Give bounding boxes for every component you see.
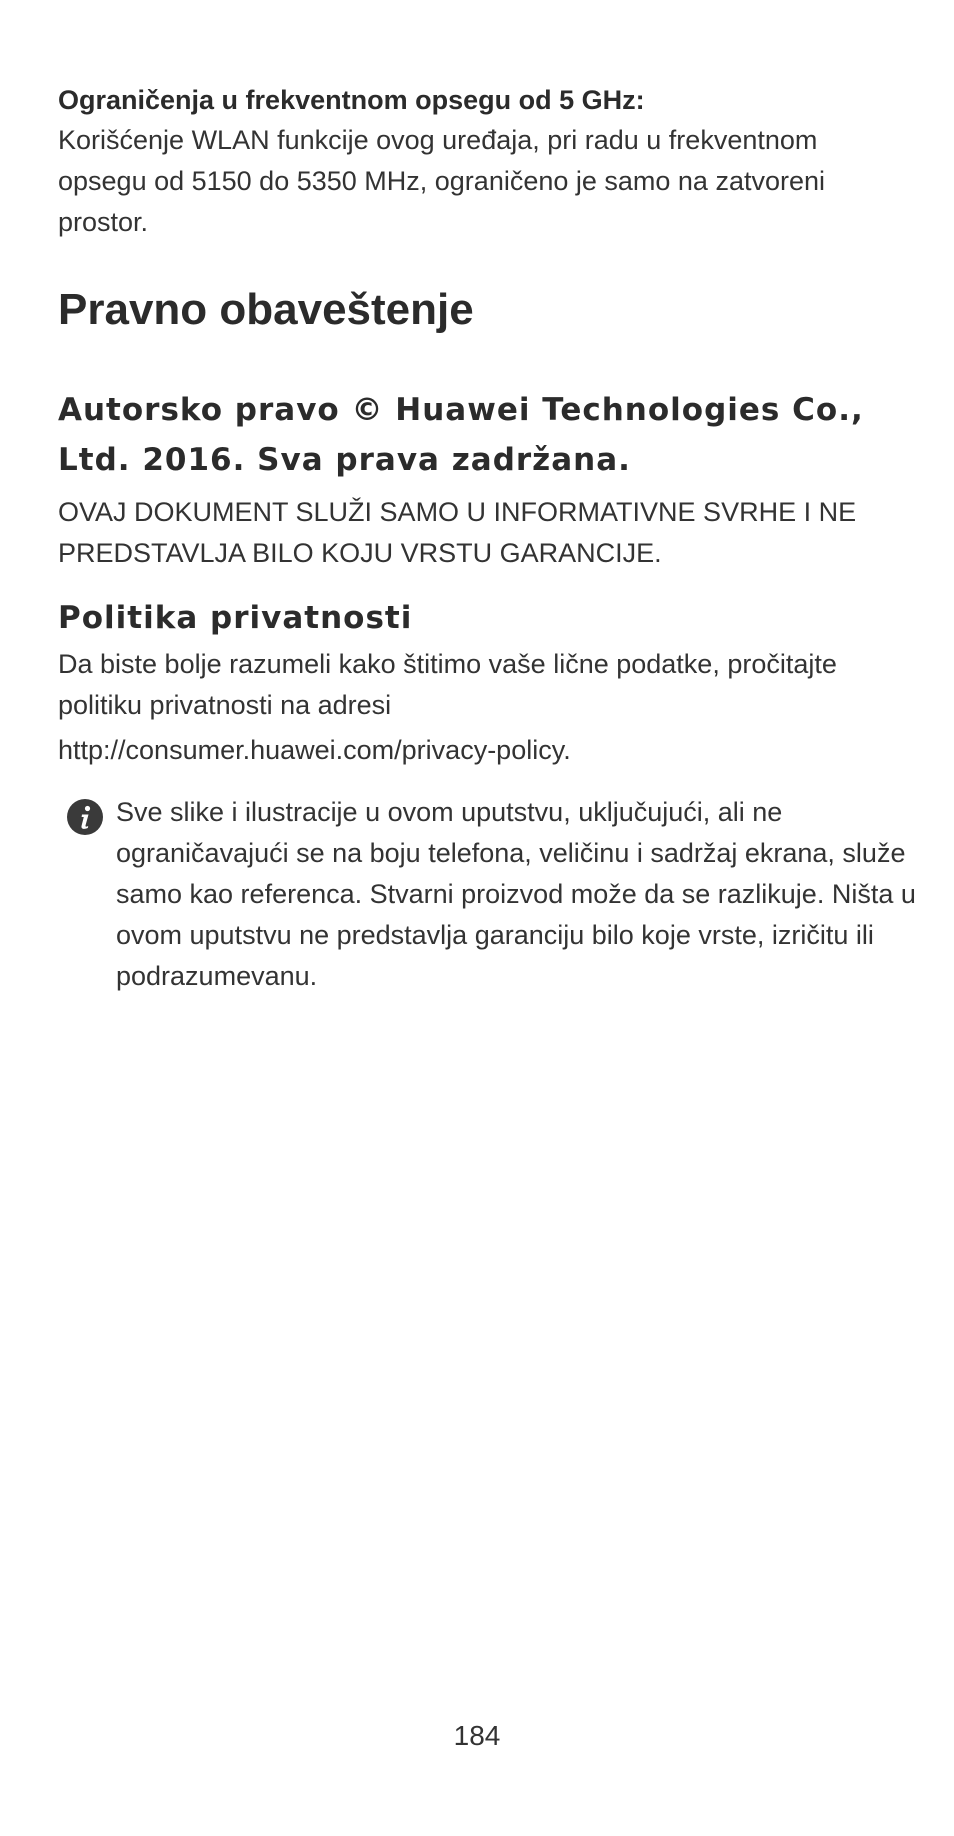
privacy-heading: Politika privatnosti <box>58 600 413 636</box>
band-restriction-text: Korišćenje WLAN funkcije ovog uređaja, pri radu u frekventnom opsegu od 5150 do 5350 MHz, ograničeno je samo na zatvoreni prostor. <box>58 125 826 237</box>
legal-notice-title: Pravno obaveštenje <box>58 285 474 334</box>
privacy-text: Da biste bolje razumeli kako štitimo vaše lične podatke, pročitajte politiku privatnosti na adresi <box>58 649 837 720</box>
band-restriction-heading: Ograničenja u frekventnom opsegu od 5 GHz: <box>58 85 645 115</box>
info-note-text: Sve slike i ilustracije u ovom uputstvu, uključujući, ali ne ograničavajući se na boju telefona, veličinu i sadržaj ekrana, služe samo kao referenca. Stvarni proizvod može da se razlikuje. Ništa u ovom uputstvu ne predstavlja garanciju bilo koje vrste, izričitu ili podrazumevanu. <box>116 797 916 991</box>
privacy-policy-link[interactable]: http://consumer.huawei.com/privacy-policy. <box>58 735 571 765</box>
copyright-disclaimer: OVAJ DOKUMENT SLUŽI SAMO U INFORMATIVNE SVRHE I NE PREDSTAVLJA BILO KOJU VRSTU GARANCIJE. <box>58 497 857 568</box>
copyright-heading: Autorsko pravo © Huawei Technologies Co., Ltd. 2016. Sva prava zadržana. <box>58 392 864 478</box>
page-number: 184 <box>453 1720 501 1751</box>
info-icon <box>66 798 104 836</box>
